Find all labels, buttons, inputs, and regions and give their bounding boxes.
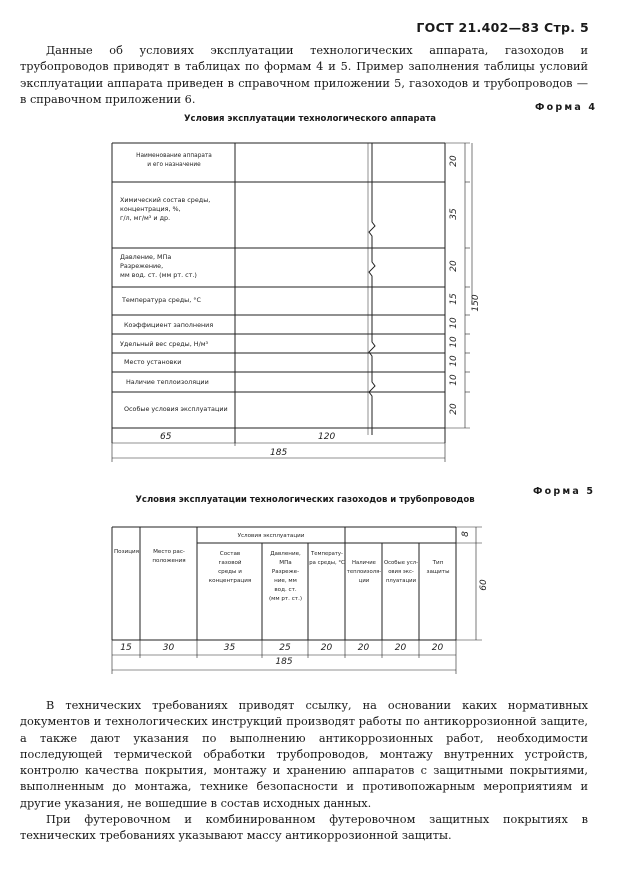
form5-dim-total-width: 185 (275, 657, 293, 667)
form4-dim-row-9: 20 (449, 403, 459, 415)
form5-dim-table-height: 60 (479, 579, 489, 591)
page-header: ГОСТ 21.402—83 Стр. 5 (416, 20, 589, 35)
requirements-paragraph (20, 698, 588, 845)
form4-label: Форма 4 (535, 102, 598, 113)
form4-row-7-label: Место установки (124, 358, 182, 366)
form4-row-8-label: Наличие теплоизоляции (126, 378, 209, 386)
form4-dim-row-3: 20 (449, 260, 459, 272)
requirements-text: В технических требованиях приводят ссылку, на основании каких нормативных документов и технологических инструкций производят работы по антикоррозионной защите, а также дают указания по выполнению антикоррозионных работ, необходимости последующей термической обработки трубопроводов, монтажу внутренних устройств, контролю качества покрытия, монтажу и хранению аппаратов с защитными покрытиями, выполненным до монтажа, технике безопасности и противопожарным мероприятиям и другие указания, не вошедшие в состав исходных данных. (20, 699, 588, 810)
form4-dim-row-8: 10 (449, 374, 459, 386)
form4-row-1-label: Наименование аппарата и его назначение (136, 153, 212, 168)
form4-dim-total-height: 150 (471, 294, 481, 312)
form5-dim-col-6: 20 (357, 643, 370, 653)
form5-col-7-header: Особые усл- овия экс- плуатации (383, 560, 419, 584)
form4-row-9-label: Особые условия эксплуатации (124, 405, 228, 413)
form5-dim-header-row: 8 (461, 531, 471, 537)
form5-dim-col-4: 25 (279, 643, 291, 653)
form5-title: Условия эксплуатации технологических газоходов и трубопроводов (135, 495, 475, 505)
form4-row-3-label: Давление, МПа Разрежение, мм вод. ст. (мм рт. ст.) (120, 253, 197, 279)
form5-col-5-header: Температу- ра среды, °С (309, 551, 345, 566)
form4-dim-row-2: 35 (449, 208, 459, 220)
form5-col-4-header: Давление, МПа Разреже- ние, мм вод. ст. (мм рт. ст.) (268, 551, 303, 602)
form5-dim-col-3: 35 (223, 643, 236, 653)
form4-row-5-label: Коэффициент заполнения (124, 321, 214, 329)
form5-col-2-header: Место рас- положения (152, 549, 186, 564)
form4-dim-col2: 120 (318, 432, 336, 442)
form5-col-8-header: Тип защиты (426, 560, 450, 575)
form5-dim-col-5: 20 (320, 643, 333, 653)
intro-text: Данные об условиях эксплуатации технологических аппарата, газоходов и трубопроводов приводят в таблицах по формам 4 и 5. Пример заполнения таблицы условий эксплуатации аппарата приведен в справочном приложении 5, газоходов и трубопроводов — в справочном приложении 6. (20, 44, 588, 106)
form5-col-6-header: Наличие теплоизоля- ции (346, 560, 382, 584)
form5-dim-col-2: 30 (162, 643, 175, 653)
form4-dim-row-6: 10 (449, 336, 459, 348)
form4-row-4-label: Температура среды, °С (122, 296, 201, 304)
form4-dim-row-4: 15 (449, 293, 459, 305)
form5-dim-col-1: 15 (120, 643, 132, 653)
form5-dim-col-7: 20 (394, 643, 407, 653)
lining-text: При футеровочном и комбинированном футеровочном защитных покрытиях в технических требованиях указывают массу антикоррозионной защиты. (20, 813, 588, 843)
form4-dim-row-1: 20 (449, 155, 459, 167)
form5-dim-col-8: 20 (431, 643, 444, 653)
form5-group-header: Условия эксплуатации (237, 533, 305, 539)
form4-dim-row-5: 10 (449, 317, 459, 329)
form4-title: Условия эксплуатации технологического аппарата (184, 114, 436, 124)
form4-row-6-label: Удельный вес среды, Н/м³ (120, 340, 209, 348)
form4-dim-row-7: 10 (449, 355, 459, 367)
form5-col-1-header: Позиция (113, 549, 140, 555)
form4-dim-col1: 65 (160, 432, 172, 442)
form4-row-2-label: Химический состав среды, концентрация, %, г/л, мг/м³ и др. (120, 196, 211, 222)
form5-col-3-header: Состав газовой среды и концентрация (208, 551, 252, 584)
form4-dim-total-width: 185 (270, 448, 288, 458)
form5-label: Форма 5 (533, 486, 596, 497)
